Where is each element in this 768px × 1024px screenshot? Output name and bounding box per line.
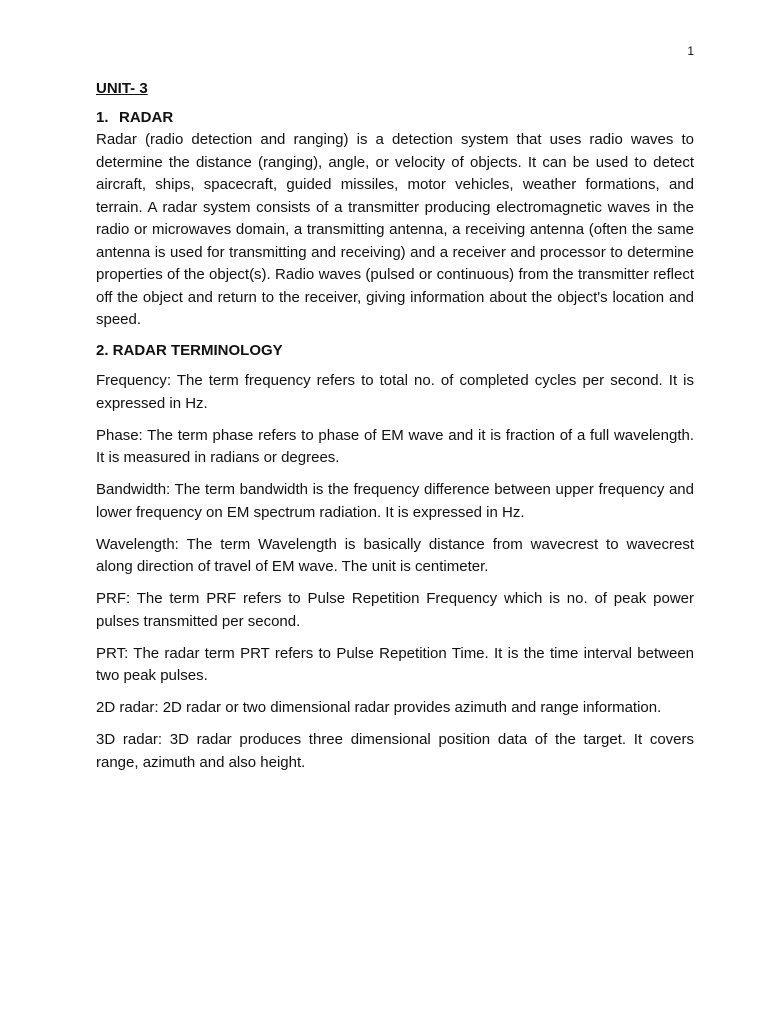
section-title: RADAR: [119, 108, 174, 126]
radar-definition-paragraph: Radar (radio detection and ranging) is a detection system that uses radio waves to determine the distance (ranging), angle, or velocity of objects. It can be used to detect aircraft, ships, spacecraft, guided missiles, motor vehicles, weather formations, and terrain. A radar system consists of a transmitter producing electromagnetic waves in the radio or microwaves domain, a transmitting antenna, a receiving antenna (often the same antenna is used for transmitting and receiving) and a receiver and processor to determine properties of the object(s). Radio waves (pulsed or continuous) from the transmitter reflect off the object and return to the receiver, giving information about the object's location and speed.: [96, 131, 694, 328]
term-frequency: Frequency: The term frequency refers to total no. of completed cycles per second. It is expressed in Hz.: [96, 372, 694, 412]
section-heading-terminology: 2. RADAR TERMINOLOGY: [96, 341, 283, 359]
term-prf: PRF: The term PRF refers to Pulse Repetition Frequency which is no. of peak power pulses transmitted per second.: [96, 590, 694, 630]
document-body: [96, 78, 694, 784]
term-phase: Phase: The term phase refers to phase of EM wave and it is fraction of a full wavelength. It is measured in radians or degrees.: [96, 426, 694, 466]
term-prt: PRT: The radar term PRT refers to Pulse Repetition Time. It is the time interval between two peak pulses.: [96, 644, 694, 684]
term-3d-radar: 3D radar: 3D radar produces three dimensional position data of the target. It covers range, azimuth and also height.: [96, 731, 694, 771]
term-bandwidth: Bandwidth: The term bandwidth is the frequency difference between upper frequency and lower frequency on EM spectrum radiation. It is expressed in Hz.: [96, 481, 694, 521]
term-wavelength: Wavelength: The term Wavelength is basically distance from wavecrest to wavecrest along direction of travel of EM wave. The unit is centimeter.: [96, 535, 694, 575]
page-number: 1: [687, 44, 694, 58]
unit-title: UNIT- 3: [96, 80, 148, 97]
section-number: 1.: [96, 108, 109, 126]
term-2d-radar: 2D radar: 2D radar or two dimensional radar provides azimuth and range information.: [96, 699, 662, 716]
section-heading-radar: [96, 107, 694, 130]
